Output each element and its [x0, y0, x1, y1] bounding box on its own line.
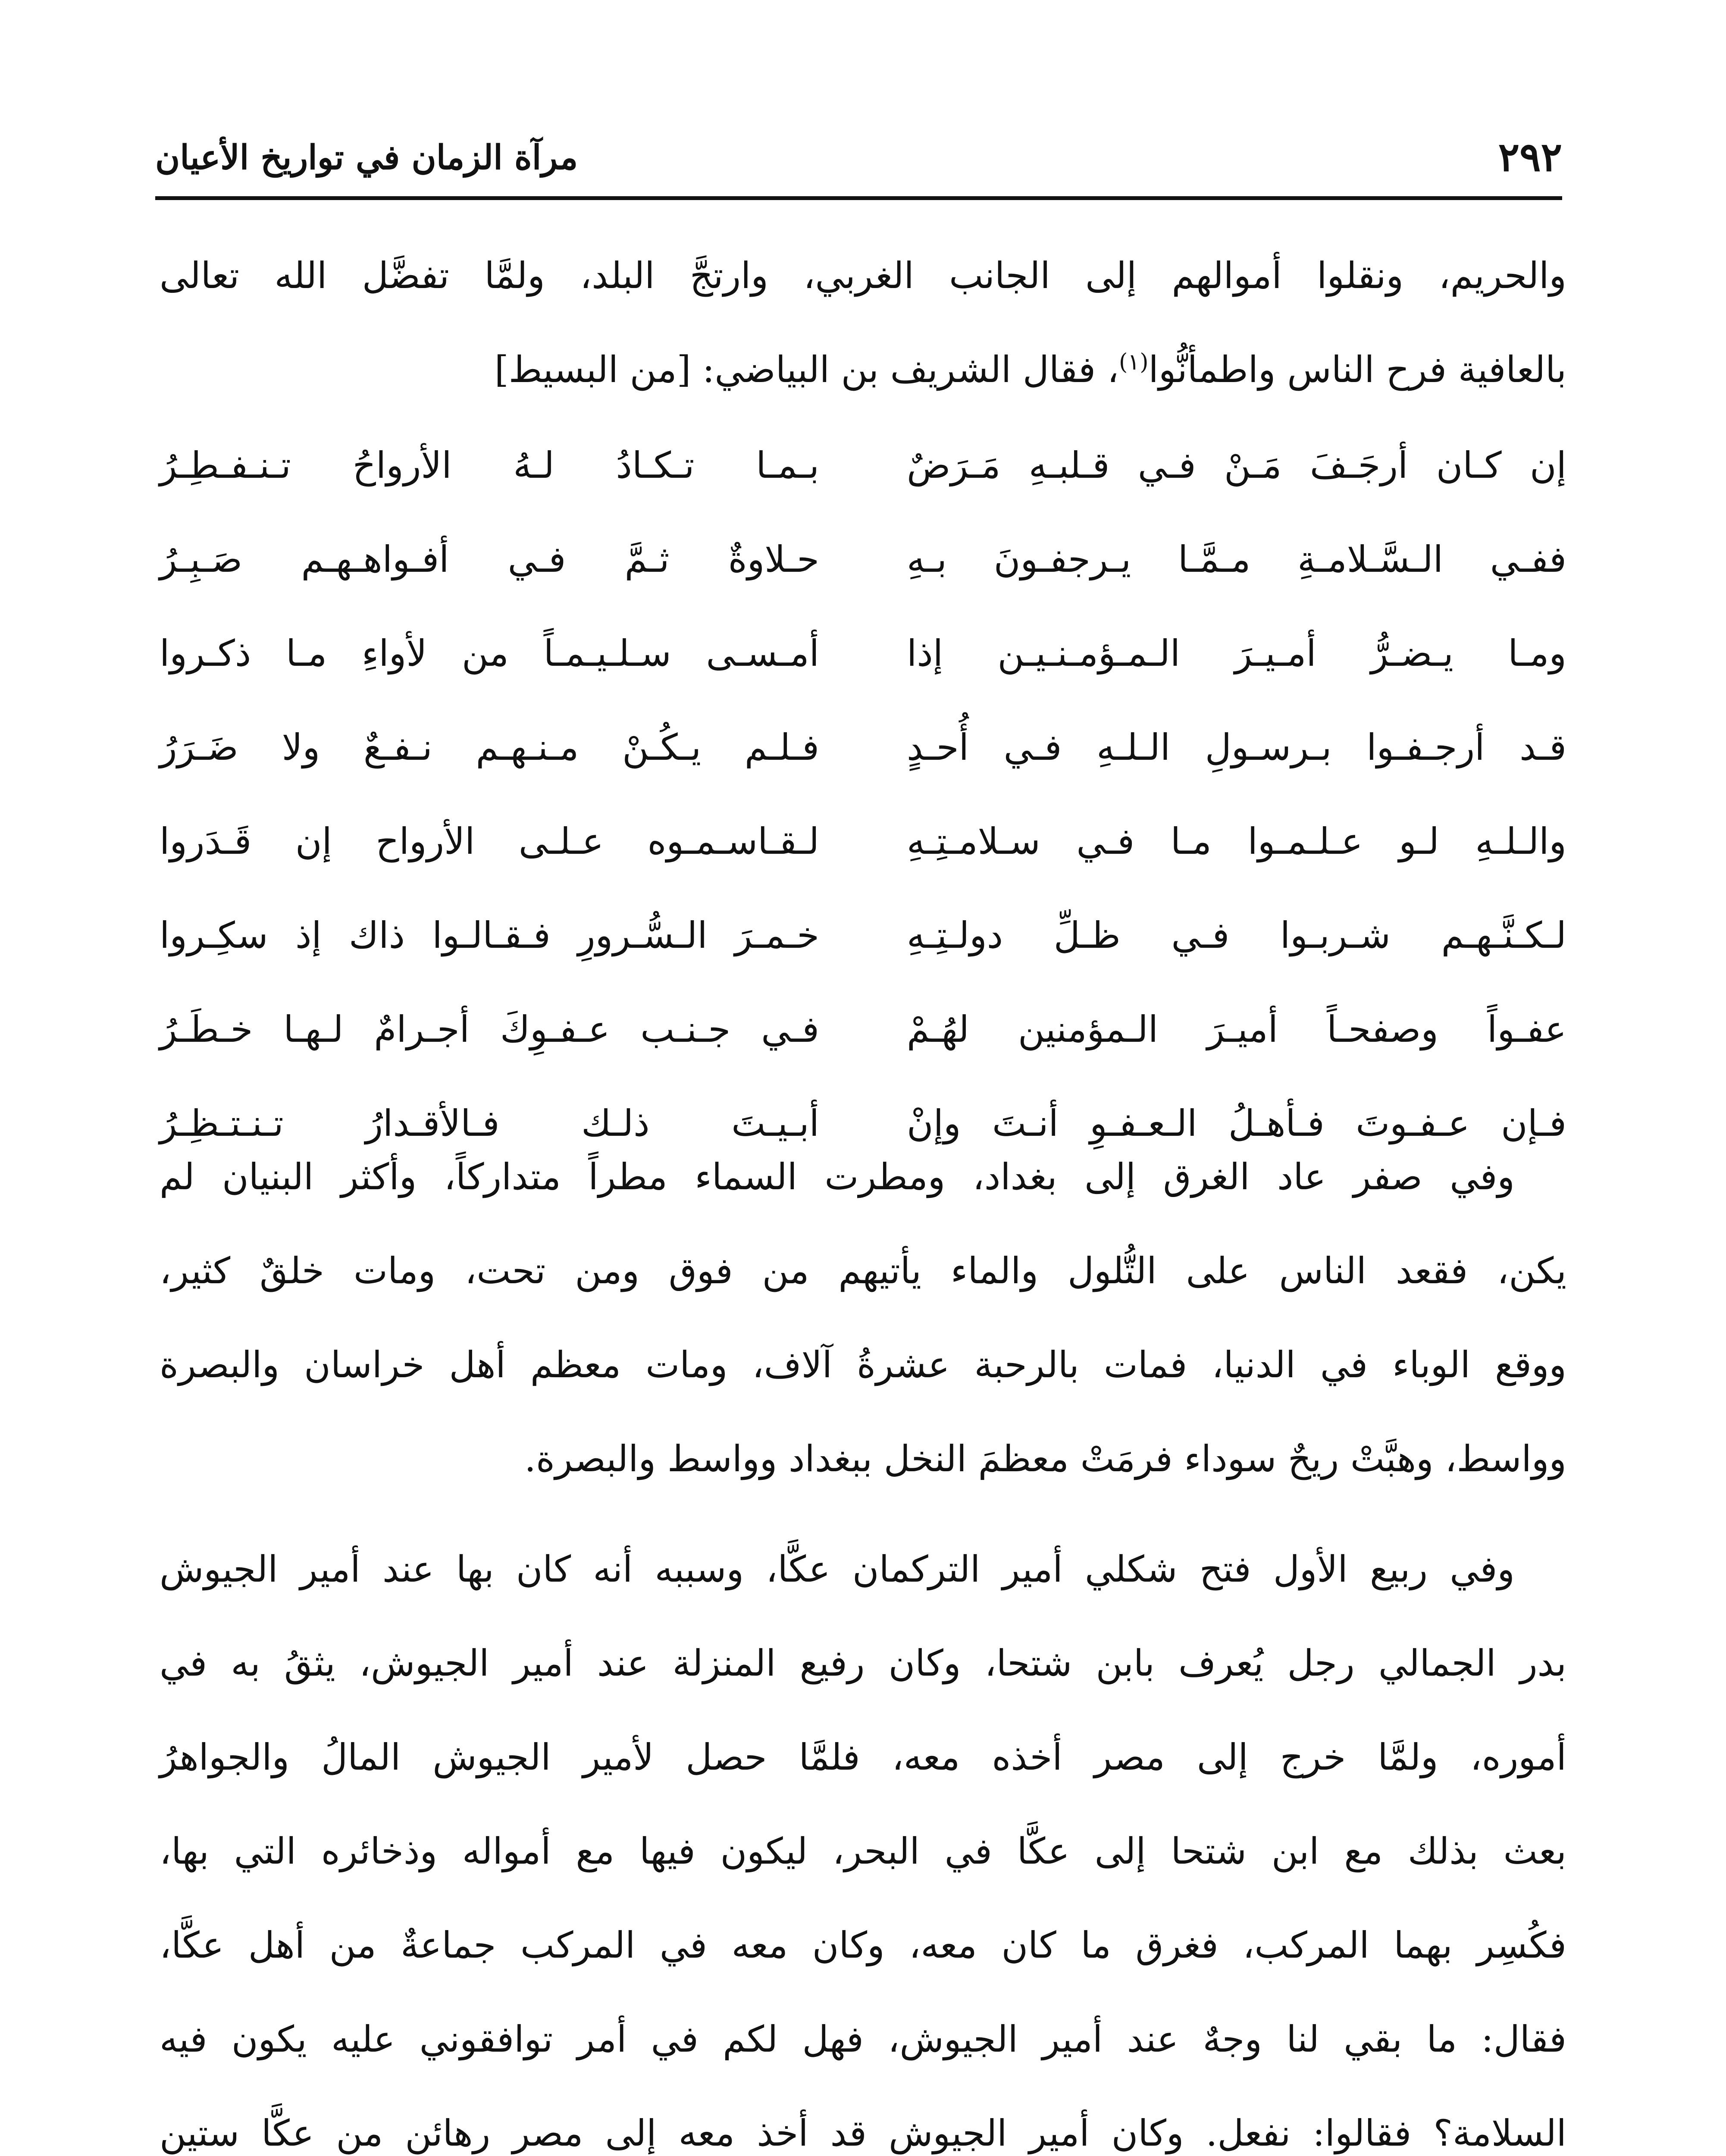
paragraph-line: فكُسِر بهما المركب، فغرق ما كان معه، وكان معه في المركب جماعةٌ من أهل عكَّا،: [160, 1924, 1566, 1966]
verse: [160, 619, 1566, 713]
verse-second-hemistich: فـلـم يـكُـنْ مـنـهـم نـفـعٌ ولا ضَـرَرُ: [160, 726, 819, 768]
paragraph-line: فقال: ما بقي لنا وجهٌ عند أمير الجيوش، فهل لكم في أمر توافقوني عليه يكون فيه: [160, 2018, 1566, 2060]
verse: [160, 995, 1566, 1089]
intro-text: بالعافية فرح الناس واطمأنُّوا: [1148, 348, 1566, 391]
poem: [160, 431, 1566, 1183]
running-title: مرآة الزمان في تواريخ الأعيان: [155, 138, 578, 177]
verse-second-hemistich: أمـسـى سـلـيـمـاً من لأواءِ مـا ذكـروا: [160, 632, 819, 674]
verse-second-hemistich: أبـيـتَ ذلـك فـالأقـدارُ تـنـتـظِـرُ: [160, 1102, 819, 1144]
footnote-marker: (١): [1118, 349, 1149, 375]
intro-paragraph: [160, 229, 1566, 417]
paragraph-line: وفي صفر عاد الغرق إلى بغداد، ومطرت السماء مطراً متداركاً، وأكثر البنيان لم: [160, 1156, 1515, 1198]
verse-second-hemistich: فـي جـنـب عـفـوِكَ أجـرامٌ لـهـا خـطَـرُ: [160, 1008, 819, 1050]
intro-text: ، فقال الشريف بن البياضي:: [702, 348, 1119, 391]
verse-first-hemistich: ففـي الـسَّـلامـةِ مـمَّـا يـرجفـونَ بـهِ: [907, 538, 1566, 580]
verse: [160, 807, 1566, 901]
paragraph-line: السلامة؟ فقالوا: نفعل. وكان أمير الجيوش قد أخذ معه إلى مصر رهائن من عكَّا ستين: [160, 2112, 1566, 2154]
meter-label: [من البسيط]: [494, 348, 691, 391]
intro-line: [160, 323, 1566, 417]
verse-first-hemistich: إن كـان أرجَـفَ مَـنْ فـي قـلبـهِ مَـرَضٌ: [907, 444, 1566, 486]
header-rule: [155, 196, 1562, 200]
intro-line: والحريم، ونقلوا أموالهم إلى الجانب الغربي، وارتجَّ البلد، ولمَّا تفضَّل الله تعالى: [160, 254, 1566, 297]
paragraph-line: أموره، ولمَّا خرج إلى مصر أخذه معه، فلمَّا حصل لأمير الجيوش المالُ والجواهرُ: [160, 1736, 1567, 1778]
paragraph-acre: [160, 1522, 1566, 2156]
verse-first-hemistich: والـلـهِ لـو عـلـمـوا مـا فـي سـلامـتِـهِ: [907, 820, 1566, 862]
page-header: [155, 125, 1562, 190]
verse-second-hemistich: لـقـاسـمـوه عـلـى الأرواح إن قَـدَروا: [160, 820, 819, 862]
verse-first-hemistich: فـإن عـفـوتَ فـأهـلُ الـعـفـوِ أنـتَ وإنْ: [907, 1102, 1566, 1144]
verse-first-hemistich: قـد أرجـفـوا بـرسـولِ الـلـهِ فـي أُحـدٍ: [907, 726, 1566, 768]
verse-second-hemistich: خـمـرَ الـسُّـرورِ فـقـالـوا ذاك إذ سكِـروا: [160, 914, 819, 956]
verse-first-hemistich: عفـواً وصفحـاً أميـرَ الـمؤمنين لهُـمْ: [907, 1008, 1566, 1050]
verse-second-hemistich: حـلاوةٌ ثـمَّ فـي أفـواهـهـم صَـبِـرُ: [160, 538, 819, 580]
verse: [160, 431, 1566, 525]
page-number: ٢٩٢: [1498, 134, 1562, 180]
paragraph-line: وفي ربيع الأول فتح شكلي أمير التركمان عكَّا، وسببه أنه كان بها عند أمير الجيوش: [160, 1548, 1515, 1590]
verse: [160, 713, 1566, 807]
paragraph-line: يكن، فقعد الناس على التُّلول والماء يأتيهم من فوق ومن تحت، ومات خلقٌ كثير،: [160, 1250, 1567, 1292]
verse: [160, 525, 1566, 619]
paragraph-line: بدر الجمالي رجل يُعرف بابن شتحا، وكان رفيع المنزلة عند أمير الجيوش، يثقُ به في: [160, 1642, 1566, 1684]
verse-second-hemistich: بـمـا تـكـادُ لـهُ الأرواحُ تـنـفـطِـرُ: [160, 444, 819, 486]
verse: [160, 901, 1566, 995]
paragraph-line: بعث بذلك مع ابن شتحا إلى عكَّا في البحر، ليكون فيها مع أمواله وذخائره التي بها،: [160, 1830, 1566, 1872]
verse-first-hemistich: ومـا يـضـرُّ أمـيـرَ الـمـؤمـنـيـن إذا: [907, 632, 1566, 674]
paragraph-line: ووقع الوباء في الدنيا، فمات بالرحبة عشرةُ آلاف، ومات معظم أهل خراسان والبصرة: [160, 1344, 1566, 1386]
paragraph-line: وواسط، وهبَّتْ ريحٌ سوداء فرمَتْ معظمَ النخل ببغداد وواسط والبصرة.: [524, 1438, 1566, 1480]
verse-first-hemistich: لـكـنَّـهـم شـربـوا فـي ظـلِّ دولـتِـهِ: [907, 914, 1566, 956]
paragraph-flood: [160, 1130, 1566, 1506]
